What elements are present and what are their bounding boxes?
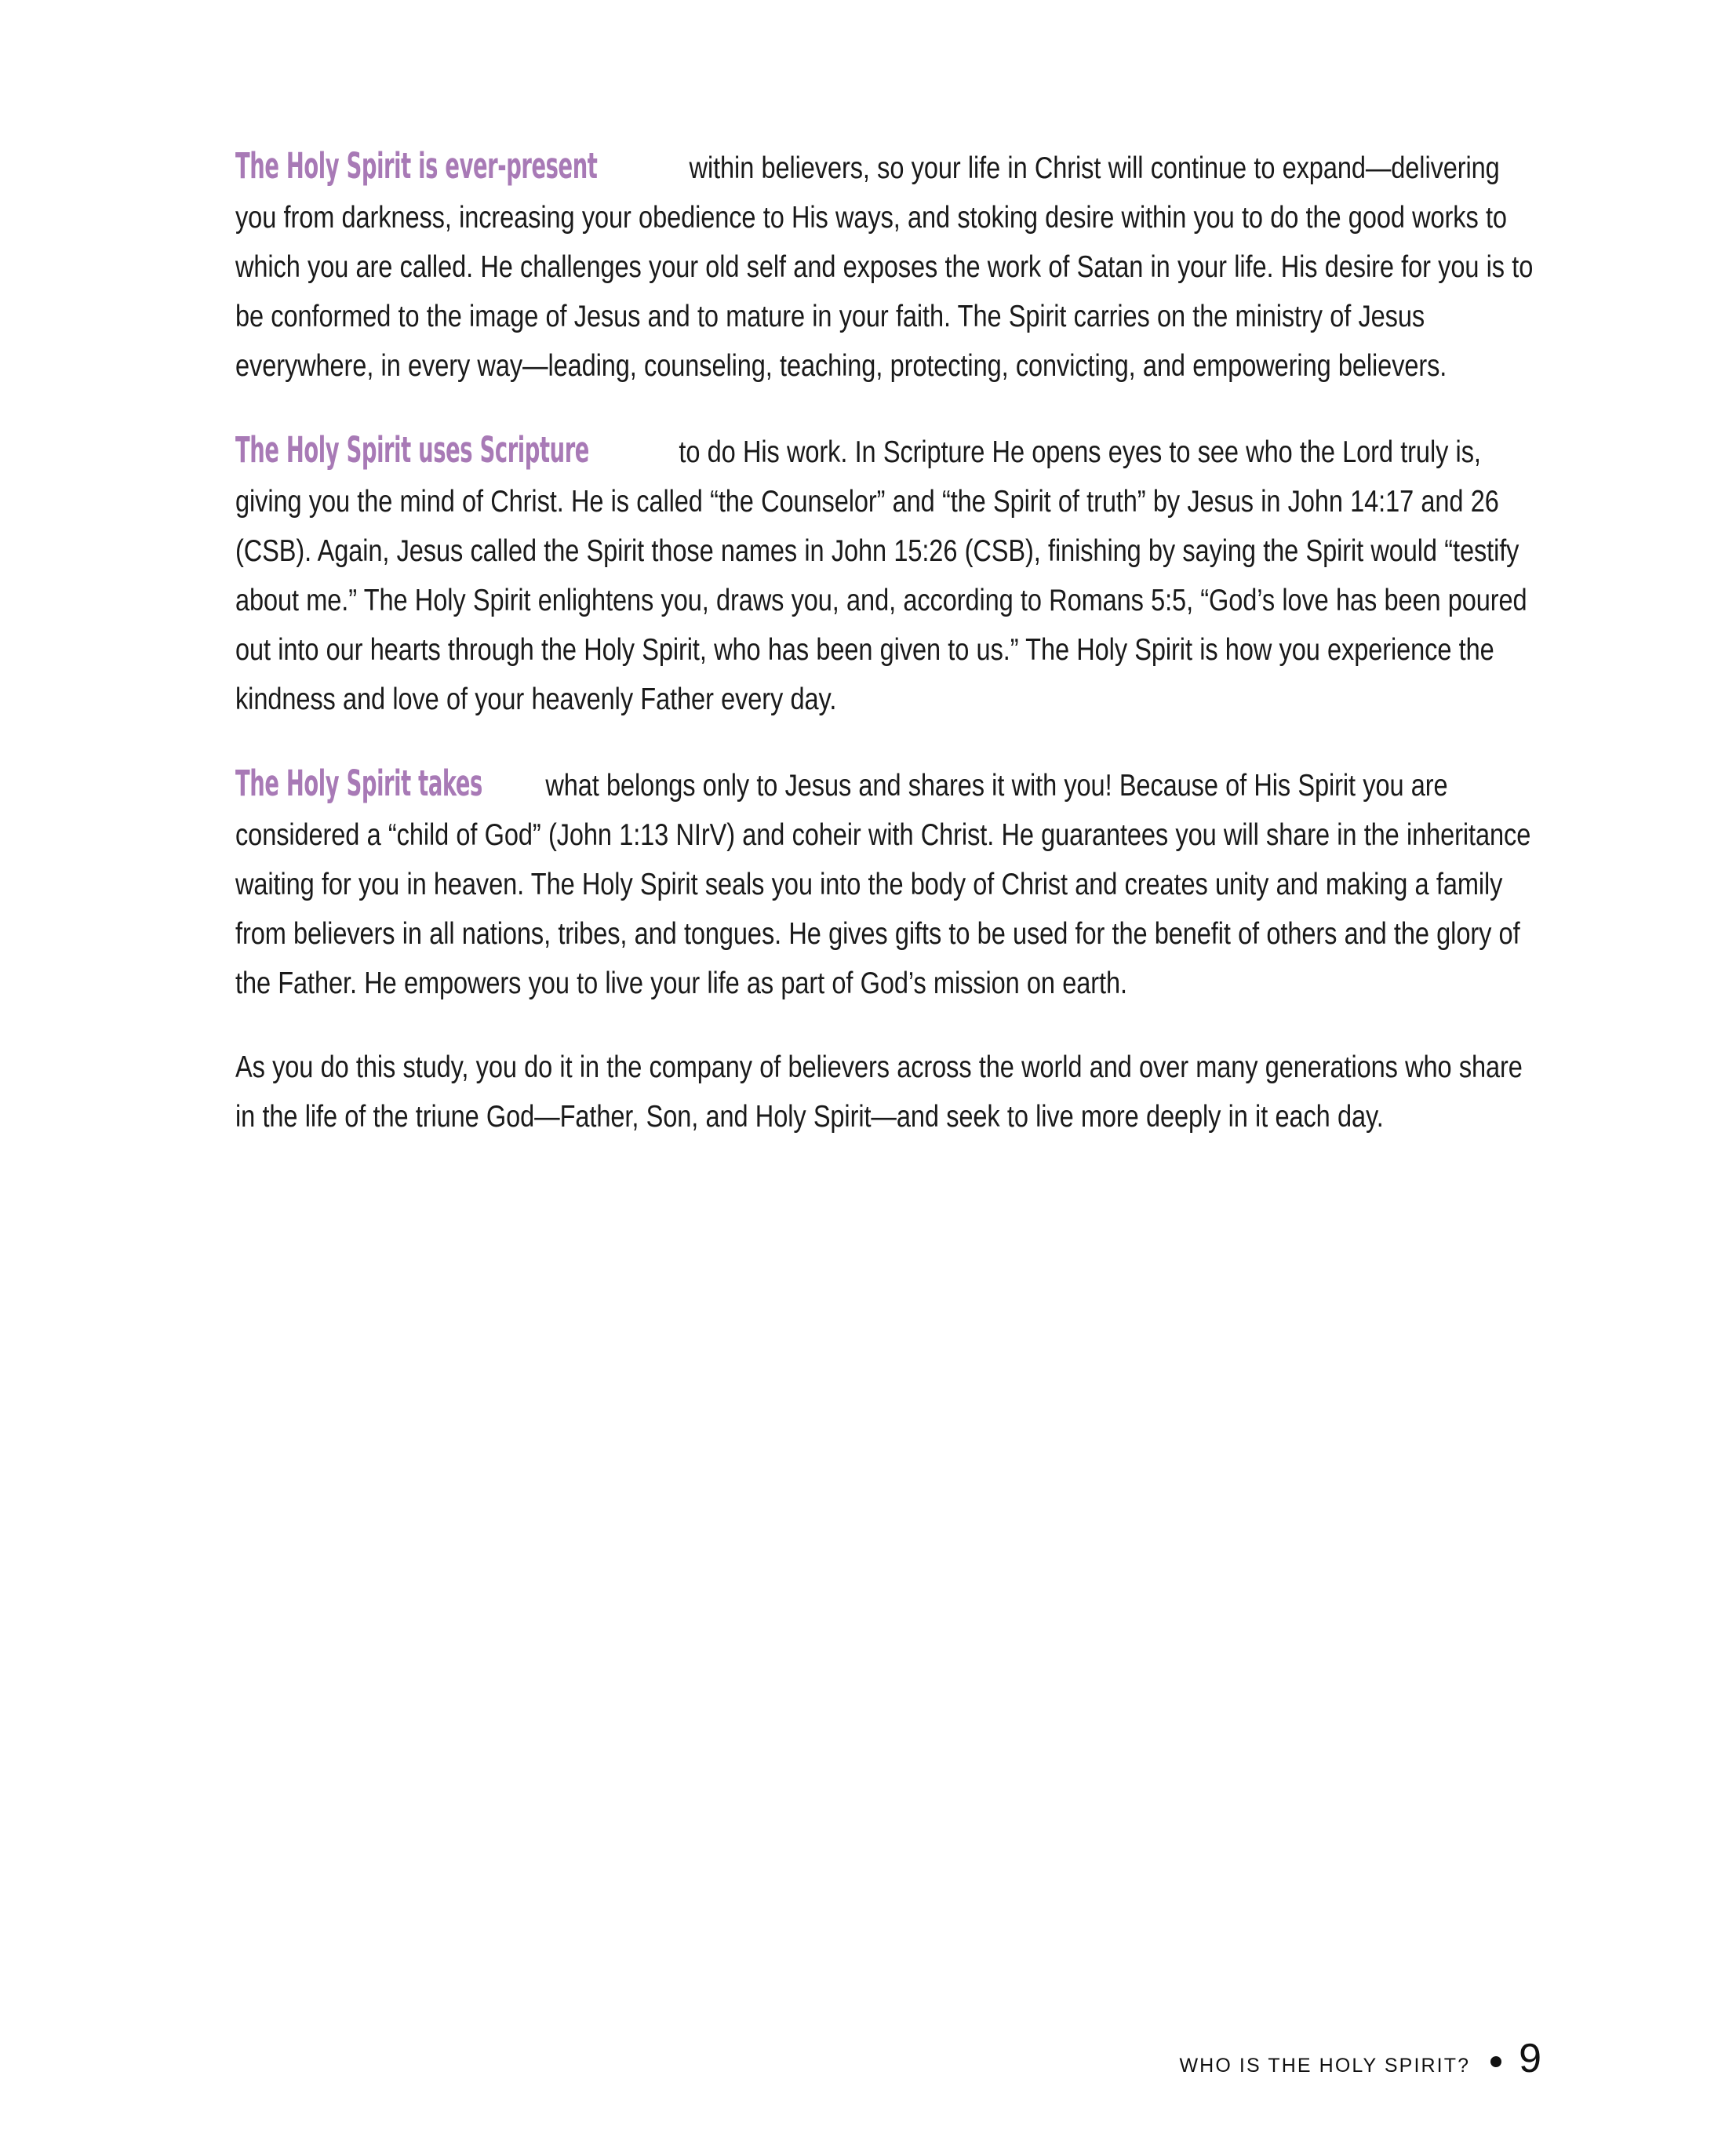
paragraph-ever-present xyxy=(235,141,1541,391)
footer-content xyxy=(1179,2038,1541,2079)
paragraph-body-text: As you do this study, you do it in the company of believers across the world and over many generations who share in the life of the triune God—Father, Son, and Holy Spirit—and seek to live more deeply in it each day. xyxy=(235,1050,1523,1134)
footer-chapter-title: WHO IS THE HOLY SPIRIT? xyxy=(1179,2055,1471,2077)
page-footer xyxy=(0,1991,1736,2148)
paragraph-takes xyxy=(235,759,1541,1008)
paragraph-body-text: what belongs only to Jesus and shares it with you! Because of His Spirit you are considered a “child of God” (John 1:13 NIrV) and coheir with Christ. He guarantees you will share in the inheritance waiting for you in heaven. The Holy Spirit seals you into the body of Christ and creates unity and making a family from believers in all nations, tribes, and tongues. He gives gifts to be used for the benefit of others and the glory of the Father. He empowers you to live your life as part of God’s mission on earth. xyxy=(235,769,1531,1000)
paragraph-closing xyxy=(235,1043,1541,1141)
paragraph-lead-in-heading: The Holy Spirit is ever-present xyxy=(235,145,598,187)
page-number: 9 xyxy=(1519,2036,1541,2081)
paragraph-uses-scripture xyxy=(235,425,1541,724)
paragraph-body-text: to do His work. In Scripture He opens eyes to see who the Lord truly is, giving you the mind of Christ. He is called “the Counselor” and “the Spirit of truth” by Jesus in John 14:17 and 26 (CSB). Again, Jesus called the Spirit those names in John 15:26 (CSB), finishing by saying the Spirit would “testify about me.” The Holy Spirit enlightens you, draws you, and, according to Romans 5:5, “God’s love has been poured out into our hearts through the Holy Spirit, who has been given to us.” The Holy Spirit is how you experience the kindness and love of your heavenly Father every day. xyxy=(235,435,1527,716)
paragraph-lead-in-heading: The Holy Spirit takes xyxy=(235,763,482,804)
paragraph-lead-in-heading: The Holy Spirit uses Scripture xyxy=(235,429,589,471)
page-body-content xyxy=(235,141,1541,1141)
bullet-dot-icon xyxy=(1490,2056,1501,2067)
paragraph-body-text: within believers, so your life in Christ will continue to expand—delivering you from darkness, increasing your obedience to His ways, and stoking desire within you to do the good works to which you are called. He challenges your old self and exposes the work of Satan in your life. His desire for you is to be conformed to the image of Jesus and to mature in your faith. The Spirit carries on the ministry of Jesus everywhere, in every way—leading, counseling, teaching, protecting, convicting, and empowering believers. xyxy=(235,151,1534,383)
